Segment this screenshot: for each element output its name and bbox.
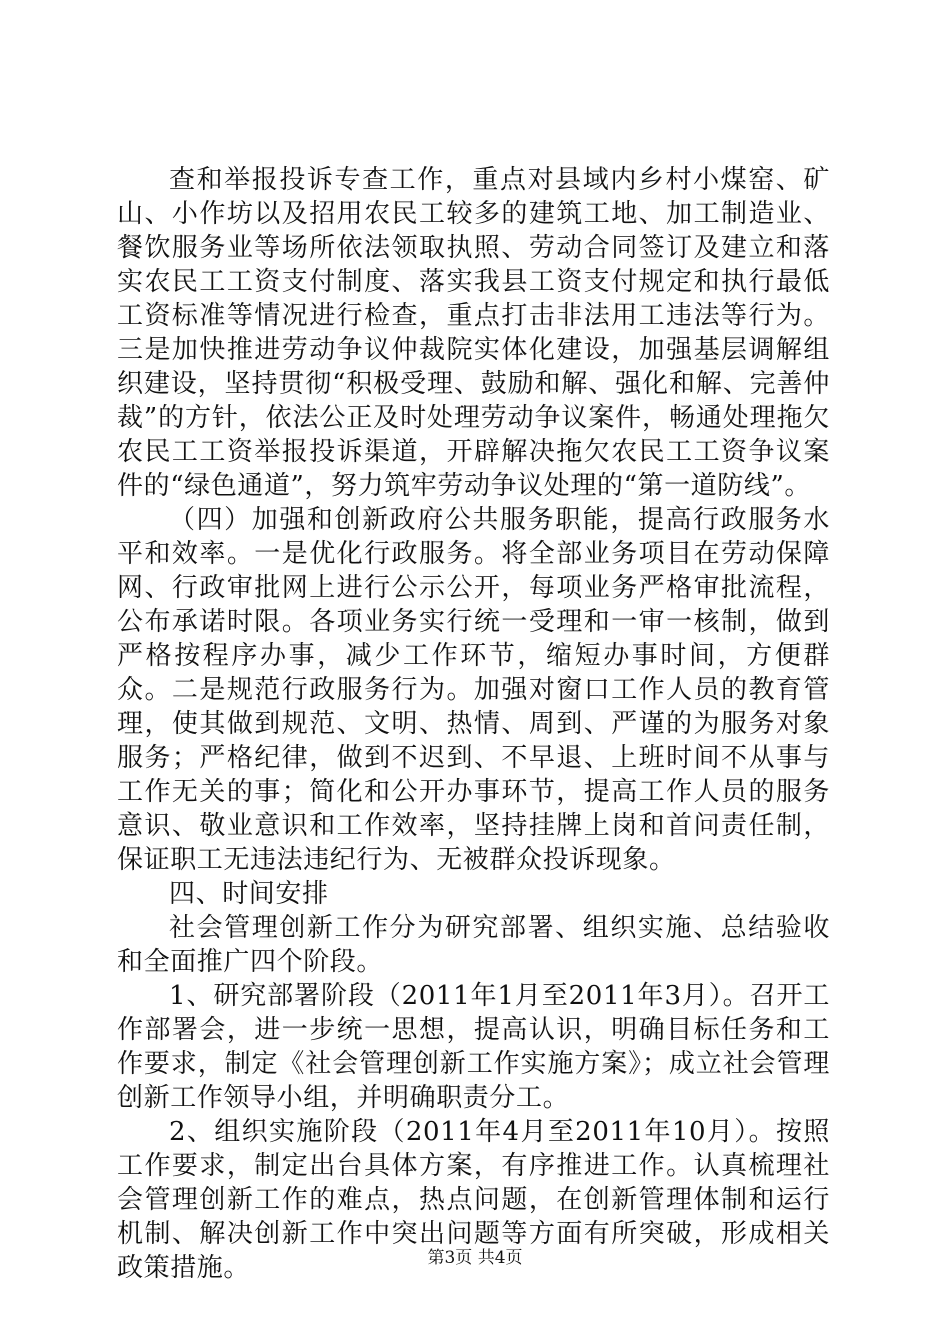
paragraph-stage-2: 2、组织实施阶段（2011年4月至2011年10月）。按照工作要求，制定出台具体方案，有序推进工作。认真梳理社会管理创新工作的难点，热点问题，在创新管理体制和运行机制、解决创新工作中突出问题等方面有所突破，形成相关政策措施。 [117, 1117, 830, 1283]
paragraph-public-service: （四）加强和创新政府公共服务职能，提高行政服务水平和效率。一是优化行政服务。将全部业务项目在劳动保障网、行政审批网上进行公示公开，每项业务严格审批流程，公布承诺时限。各项业务实行统一受理和一审一核制，做到严格按程序办事，减少工作环节，缩短办事时间，方便群众。二是规范行政服务行为。加强对窗口工作人员的教育管理，使其做到规范、文明、热情、周到、严谨的为服务对象服务；严格纪律，做到不迟到、不早退、上班时间不从事与工作无关的事；简化和公开办事环节，提高工作人员的服务意识、敬业意识和工作效率，坚持挂牌上岗和首问责任制，保证职工无违法违纪行为、无被群众投诉现象。 [117, 505, 830, 875]
page-footer: 第3页 共4页 [427, 1248, 523, 1268]
paragraph-inspection: 查和举报投诉专查工作，重点对县域内乡村小煤窑、矿山、小作坊以及招用农民工较多的建筑工地、加工制造业、餐饮服务业等场所依法领取执照、劳动合同签订及建立和落实农民工工资支付制度、落实我县工资支付规定和执行最低工资标准等情况进行检查，重点打击非法用工违法等行为。三是加快推进劳动争议仲裁院实体化建设，加强基层调解组织建设，坚持贯彻“积极受理、鼓励和解、强化和解、完善仲裁”的方针，依法公正及时处理劳动争议案件，畅通处理拖欠农民工工资举报投诉渠道，开辟解决拖欠农民工工资争议案件的“绿色通道”，努力筑牢劳动争议处理的“第一道防线”。 [117, 165, 830, 501]
paragraph-stage-1: 1、研究部署阶段（2011年1月至2011年3月）。召开工作部署会，进一步统一思想，提高认识，明确目标任务和工作要求，制定《社会管理创新工作实施方案》；成立社会管理创新工作领导小组，并明确职责分工。 [117, 981, 830, 1113]
document-body [117, 163, 830, 1285]
paragraph-schedule-intro: 社会管理创新工作分为研究部署、组织实施、总结验收和全面推广四个阶段。 [117, 913, 830, 977]
section-heading-schedule: 四、时间安排 [169, 879, 329, 909]
